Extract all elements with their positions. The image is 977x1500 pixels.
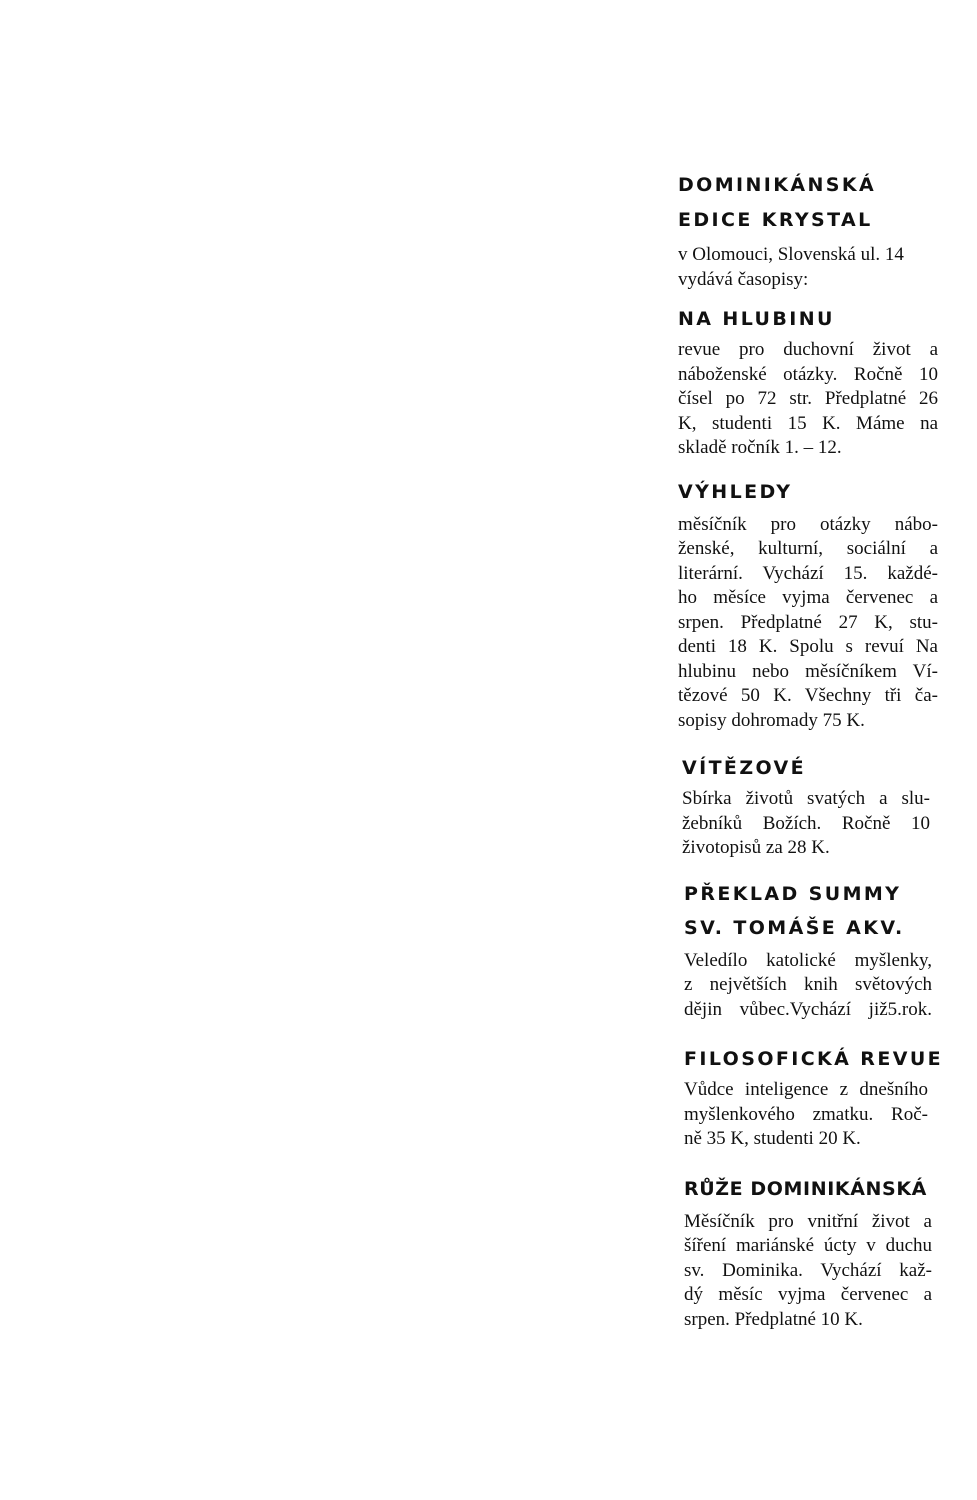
address-line: v Olomouci, Slovenská ul. 14	[678, 244, 904, 265]
publisher-heading-line-1: DOMINIKÁNSKÁ	[678, 174, 877, 196]
advertisement-column	[678, 168, 944, 1332]
text-line: denti 18 K. Spolu s revuí Na	[678, 636, 938, 657]
publisher-address	[678, 243, 938, 292]
text-line: Sbírka životů svatých a slu-	[682, 788, 930, 809]
section-text	[682, 787, 930, 861]
text-line: náboženské otázky. Ročně 10	[678, 363, 938, 385]
text-line: hlubinu nebo měsíčníkem Ví-	[678, 660, 938, 682]
section-text	[678, 513, 938, 734]
text-line: měsíčník pro otázky nábo-	[678, 513, 938, 535]
text-line: K, studenti 15 K. Máme na	[678, 412, 938, 434]
section-text	[684, 949, 932, 1023]
text-line: životopisů za 28 K.	[682, 837, 830, 858]
text-line: z největších knih světových	[684, 974, 932, 995]
text-line: Měsíčník pro vnitřní život a	[684, 1210, 932, 1232]
text-line: sv. Dominika. Vychází kaž-	[684, 1259, 932, 1281]
text-line: skladě ročník 1. – 12.	[678, 437, 842, 458]
section-title-line-1: PŘEKLAD SUMMY	[684, 882, 902, 905]
text-line: ně 35 K, studenti 20 K.	[684, 1128, 861, 1149]
section-title: FILOSOFICKÁ REVUE	[684, 1048, 944, 1070]
text-line: sopisy dohromady 75 K.	[678, 709, 865, 731]
section-title: RŮŽE DOMINIKÁNSKÁ	[684, 1177, 927, 1200]
address-line: vydává časopisy:	[678, 268, 809, 290]
text-line: čísel po 72 str. Předplatné 26	[678, 388, 938, 409]
text-line: žebníků Božích. Ročně 10	[682, 812, 930, 834]
section-preklad-summy	[684, 877, 938, 1023]
section-vitezove	[682, 751, 938, 861]
text-line: dý měsíc vyjma červenec a	[684, 1284, 932, 1305]
section-vyhledy	[678, 475, 938, 734]
section-title: VÝHLEDY	[678, 480, 793, 503]
section-title-line-2: SV. TOMÁŠE AKV.	[684, 916, 905, 939]
text-line: myšlenkového zmatku. Roč-	[684, 1103, 928, 1125]
text-line: srpen. Předplatné 27 K, stu-	[678, 611, 938, 633]
section-title: VÍTĚZOVÉ	[682, 757, 807, 779]
section-text	[678, 338, 938, 461]
section-ruze-dominikanska	[684, 1172, 938, 1333]
publisher-heading-line-2: EDICE KRYSTAL	[678, 209, 873, 231]
text-line: Vůdce inteligence z dnešního	[684, 1079, 928, 1100]
text-line: dějin vůbec.Vychází již5.rok.	[684, 998, 932, 1020]
section-title: NA HLUBINU	[678, 308, 835, 330]
section-na-hlubinu	[678, 302, 938, 461]
text-line: ho měsíce vyjma červenec a	[678, 587, 938, 608]
text-line: tězové 50 K. Všechny tři ča-	[678, 685, 938, 706]
text-line: srpen. Předplatné 10 K.	[684, 1308, 863, 1330]
text-line: ženské, kulturní, sociální a	[678, 538, 938, 559]
text-line: literární. Vychází 15. každé-	[678, 562, 938, 584]
text-line: Veledílo katolické myšlenky,	[684, 949, 932, 971]
section-filosoficka-revue	[684, 1042, 944, 1152]
section-text	[684, 1210, 932, 1333]
publisher-block	[678, 168, 938, 292]
section-text	[684, 1078, 928, 1152]
text-line: šíření mariánské úcty v duchu	[684, 1235, 932, 1256]
text-line: revue pro duchovní život a	[678, 339, 938, 360]
